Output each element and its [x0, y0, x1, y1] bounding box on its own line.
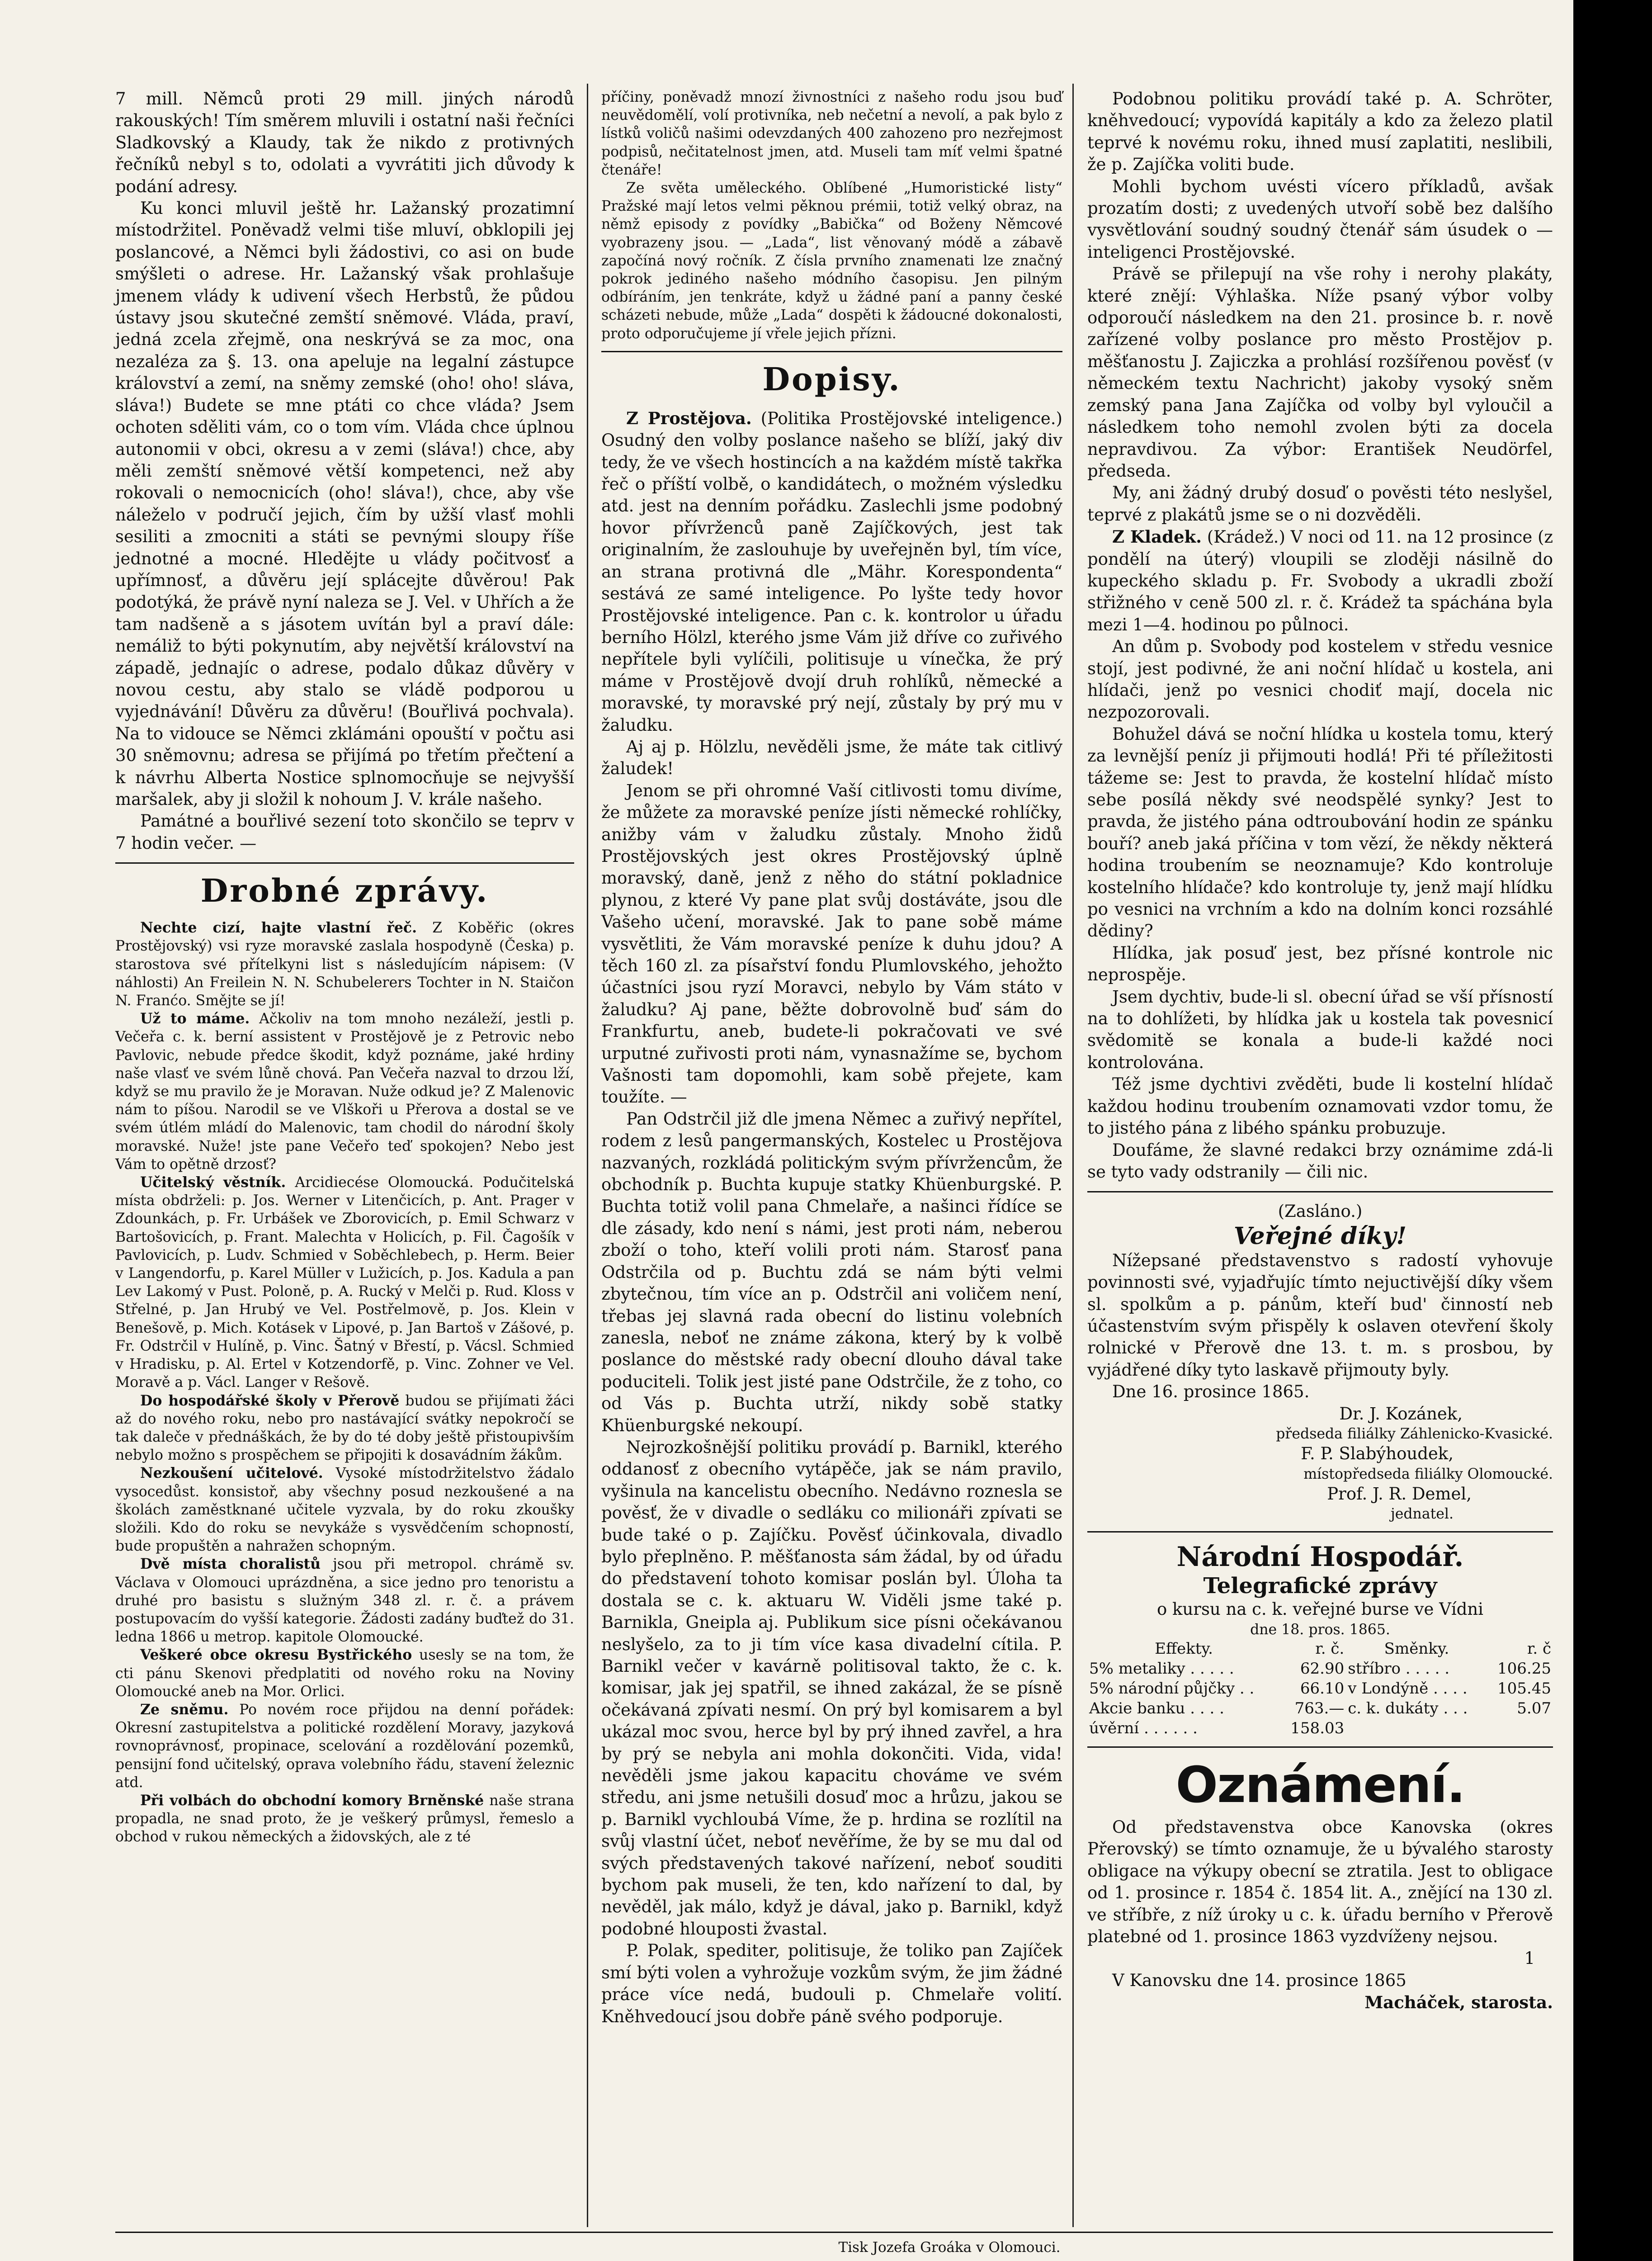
- cell: 62.90: [1300, 1660, 1345, 1678]
- letter-paragraph: Doufáme, že slavné redakci brzy oznámime zdá-li se tyto vady odstranily — čili nic.: [1087, 1140, 1553, 1182]
- letter-paragraph: Bohužel dává se noční hlídka u kostela tomu, který za levnější peníz ji přijmouti hodlá! Při té příležitosti tážeme se: Jest to pravda, že kostelní hlídač místo sebe posílá někdy své neodspělé synky? Jest to pravda, že jistého pána odtroubování hodin ze spánku bouří? aneb jaká příčina v tom vězí, že někdy některá hodina troubením se neoznamuje? Kdo kontroluje kostelního hlídače? kdo kontroluje ty, jenž mají hlídku po vesnici na vrchním a kdo na dolním konci rozsáhlé dědiny?: [1087, 724, 1553, 941]
- signer-name: Prof. J. R. Demel,: [1327, 1484, 1472, 1504]
- announcement-text: Od představenstva obce Kanovska (okres Přerovský) se tímto oznamuje, že u bývalého starosty obligace na výkupy obecní se ztratila. Jest to obligace od 1. prosince r. 1854 č. 1854 lit. A., znějící na 130 zl. ve stříbře, z níž úroky u c. k. úřadu berního v Přerově platebné od 1. prosince 1863 vyzdvíženy nejsou.: [1087, 1817, 1553, 1947]
- news-text: jsou při metropol. chrámě sv. Václava v Olomouci uprázdněna, a sice jedno pro tenoristu a druhé pro basistu s služným 348 zl. r. č. a právem postupovacím do vyšší kategorie. Žádosti zadány buďtež do 31. ledna 1866 u metrop. kapitole Olomoucké.: [115, 1556, 574, 1646]
- paragraph: Ku konci mluvil ještě hr. Lažanský prozatimní místodržitel. Poněvadž velmi tiše mluví, obklopili jej poslancové, a Němci byli žádostivi, co asi on bude smýšleti o adrese. Hr. Lažanský však prohlašuje jmenem vlády k udivení všech Herbstů, že půdou ústavy jsou skutečné zemští sněmové. Vláda, praví, jedná zcela zřejmě, ona neskrývá se za moc, ona nezaléza za §. 13. ona apeluje na legalní zástupce království a zemí, na sněmy zemské (oho! oho! sláva, sláva!) Budete se mne ptáti co chce vláda? Jsem ochoten sděliti vám, co o tom vím. Vláda chce úplnou autonomii v obci, okresu a v zemi (sláva!) chce, aby měli zemští sněmové větší kompetenci, než aby rokovali o nemocnicích (oho! sláva!), chce, aby vše náleželo v područí jejich, čím by užší vlasť mohli sesiliti a zmocniti a státi se pevnými sloupy říše jednotné a mocné. Hledějte u vlády počitvosť a upřímnosť, a důvěru její splácejte důvěrou! Pak podotýká, že právě nyní naleza se J. Vel. v Uhřích a že tam nadšeně a s jásotem uvítán byl a praví dále: nemáliž to býti pokynutím, aby největší království na západě, jednajíc o adrese, podalo důkaz důvěry v novou cestu, aby stalo se vládě podporou u vyjednávání! Důvěru za důvěru! (Bouřlivá pochvala). Na to vidouce se Němci zklámáni opouští v počtu asi 30 sněmovnu; adresa se přijímá po třetím přečtení a k návrhu Alberta Nostice splnomocňuje se nejvyšší maršalek, aby ji složil k nohoum J. V. krále našeho.: [115, 199, 574, 809]
- news-text: Z Koběřic (okres Prostějovský) vsi ryze moravské zaslala hospodyně (Česka) p. starostova své přítelkyni list s následujícím nápisem: (V náhlosti) An Freilein N. N. Schubelerers Tochter in N. Staičon N. Franćo. Smějte se jí!: [115, 920, 574, 1009]
- letter-paragraph: Též jsme dychtivi zvěděti, bude li kostelní hlídač každou hodinu troubením oznamovati vzdor tomu, že to jistého pána z libého spánku probuzuje.: [1087, 1074, 1553, 1138]
- news-text: Vysoké místodržitelstvo žádalo vysocedůst. konsistoř, aby všechny posud nezkoušené a na školách zaměstknané učitele vyzvala, by do roku zkoušky složili. Kdo do roku se nevykáže s vysvědčením schopností, bude propuštěn a nahražen schopným.: [115, 1465, 575, 1555]
- thanks-title: Veřejné díky!: [1233, 1222, 1407, 1250]
- section-divider: [115, 862, 574, 864]
- letter-text: (Krádež.) V noci od 11. na 12 prosince (z pondělí na úterý) vloupili se zloději násilně do kupeckého skladu p. Fr. Svobody a ukradli zboží střižného v ceně 500 zl. r. č. Krádež ta spáchána byla mezi 1—4. hodinou po půlnoci.: [1087, 527, 1553, 634]
- thanks-text: Nížepsané představenstvo s radostí vyhovuje povinnosti své, vyjadřujíc tímto nejuctivější díky všem sl. spolkům a p. pánům, kteří bud' činností neb účastenstvím svým přispěly k oslaven otevření školy rolnické v Přerově dne 13. t. m. s prosbou, by vyjádřené díky tyto laskavě přijmouty byly.: [1087, 1250, 1553, 1380]
- letter-headline: Z Prostějova.: [626, 408, 752, 428]
- cell: 158.03: [1290, 1719, 1345, 1737]
- economy-date: dne 18. pros. 1865.: [1250, 1621, 1390, 1638]
- news-headline: Veškeré obce okresu Bystřického: [140, 1646, 412, 1664]
- cell: 105.45: [1497, 1679, 1551, 1698]
- column-3: [1087, 88, 1553, 2014]
- paragraph: Mohli bychom uvésti vícero příkladů, avšak prozatím dosti; z uvedených utvoří sobě bez dalšího vysvětlování soudný soudný čtenář sám úsudek o — inteligenci Prostějovské.: [1087, 176, 1553, 262]
- paragraph: Podobnou politiku provádí také p. A. Schröter, kněhvedoucí; vypovídá kapitály a kdo za železo platil teprvé k novému roku, ihned musí zaplatiti, neslibili, že p. Zajíčka voliti bude.: [1087, 89, 1553, 175]
- letter-text: (Politika Prostějovské inteligence.) Osudný den volby poslance našeho se blíží, jaký div tedy, že ve všech hostincích a na každém místě takřka řeč o příští volbě, o kandidátech, o možném výsledku atd. jest na denním pořádku. Zaslechli jsme podobný hovor přívrženců paně Zajíčkových, jest tak originalním, že zaslouhuje by uveřejněn byl, tím více, an strana protivná dle „Mähr. Korespondenta“ sestává ze samé inteligence. Po lyšte tedy hovor Prostějovské inteligence. Pan c. k. kontrolor u úřadu berního Hölzl, kterého jsme Vám již dříve co zuřivého nepřítele byli vylíčili, politisuje u vínečka, že prý máme v Prostějově dvojí druh rohlíků, německé a moravské, ty moravské prý nejí, zůstaly by prý mu v žaludku.: [601, 408, 1062, 735]
- news-headline: Už to máme.: [140, 1010, 250, 1027]
- cell: stříbro . . . . .: [1348, 1660, 1450, 1678]
- section-divider: [1087, 1191, 1553, 1192]
- letter-paragraph: P. Polak, spediter, politisuje, že toliko pan Zajíček smí býti volen a vyhrožuje vozkům svým, že jim žádné práce více nedá, budouli p. Chmelaře volití. Kněhvedoucí jsou dobře páně svého podporuje.: [601, 1941, 1062, 2026]
- column-header: Effekty.: [1155, 1640, 1213, 1658]
- news-item: [115, 1792, 574, 1846]
- column-header: r. č.: [1315, 1640, 1345, 1658]
- news-item: [115, 1173, 574, 1391]
- news-headline: Nechte cizí, hajte vlastní řeč.: [140, 919, 417, 937]
- cell: c. k. dukáty . . .: [1348, 1699, 1468, 1717]
- economy-section: [1087, 1541, 1553, 1738]
- letter-paragraph: An dům p. Svobody pod kostelem v středu vesnice stojí, jest podivné, že ani noční hlídač u kostela, ani hlídači, jenž po vesnici chodiť mají, docela nic nezpozorovali.: [1087, 637, 1553, 722]
- announcement-mark: 1: [1524, 1949, 1535, 1968]
- announcement-title: Oznámení.: [1175, 1756, 1465, 1814]
- cell: Akcie banku . . . .: [1089, 1699, 1224, 1717]
- paragraph: 7 mill. Němců proti 29 mill. jiných národů rakouských! Tím směrem mluvili i ostatní naši řečníci Sladkovský a Klaudy, tak že nikdo z protivných řečníků nebyl s to, odolati a vyvrátiti jich důvody k podání adresy.: [115, 89, 574, 196]
- economy-line: o kursu na c. k. veřejné burse ve Vídni: [1156, 1599, 1484, 1619]
- paragraph: Památné a bouřlivé sezení toto skončilo se teprv v 7 hodin večer. —: [115, 811, 574, 853]
- signer-role: jednatel.: [1390, 1506, 1454, 1523]
- table-row: [1087, 1679, 1553, 1698]
- column-2: [601, 88, 1062, 2028]
- cell: 5.07: [1517, 1699, 1551, 1717]
- news-text: Po novém roce přijdou na denní pořádek: Okresní zastupitelstva a politické rozdělení Moravy, jazyková rovnoprávnosť, propinace, scelování a rozdělování pozemků, pensijní fond učitelský, oprava volebního řádu, stavení železnic atd.: [115, 1701, 574, 1791]
- thanks-label: (Zasláno.): [1278, 1201, 1363, 1221]
- section-divider: [1087, 1746, 1553, 1748]
- paragraph: Právě se přilepují na vše rohy i nerohy plakáty, které znějí: Výhlaška. Níže psaný výbor volby odporoučí následkem na den 21. prosince b. r. nově zařízené volby poslance pro město Prostějov p. měšťanostu J. Zajiczka a prohlásí rozšířenou pověsť (v německém textu Nachricht) jakoby vysoký sněm zemský pana Jana Zajíčka od volby byl vyloučil a následkem toho nemohl zvolen býti za docela nepravdivou. Za výbor: Erantišek Neudörfel, předseda.: [1087, 264, 1553, 481]
- column-divider: [587, 84, 588, 2227]
- cell: [1487, 1718, 1553, 1738]
- news-text: budou se přijímati žáci až do nového roku, nebo pro nastávající svátky nepokročí se tak daleče v přednáškách, že by do té doby ještě přistoupivším nebylo možno s prospěchem se připojiti k dosavádním žákům.: [115, 1392, 574, 1464]
- news-text: usesly se na tom, že cti pánu Skenovi předplatiti od nového roku na Noviny Olomoucké aneb na Mor. Orlici.: [115, 1647, 575, 1700]
- cell: 106.25: [1497, 1660, 1551, 1678]
- signer-name: Dr. J. Kozánek,: [1339, 1404, 1463, 1424]
- rates-table: [1087, 1639, 1553, 1738]
- section-title: Dopisy.: [762, 360, 902, 398]
- section-divider: [601, 351, 1062, 352]
- table-row: [1087, 1659, 1553, 1679]
- column-header: Směnky.: [1384, 1640, 1449, 1658]
- table-row: [1087, 1698, 1553, 1718]
- column-1: [115, 88, 574, 1846]
- news-text: Arcidiecése Olomoucká. Podučitelská místa obdrželi: p. Jos. Werner v Litenčicích, p. Ant. Prager v Zdounkách, p. Fr. Urbášek ve Zborovicích, p. Emil Schwarz v Bartošovicích, p. Frant. Malechta v Holicích, p. Fil. Čagošík v Pavlovicích, p. Ludv. Schmied v Soběchlebech, p. Herm. Beier v Langendorfu, p. Karel Müller v Lužicích, p. Jos. Kadula a pan Lev Lakomý v Pust. Poloně, p. A. Rucký v Melči p. Rud. Kloss v Střelné, p. Jan Hrubý ve Vel. Postřelmově, p. Jos. Klein v Benešově, p. Mich. Kotásek v Lipové, p. Jan Bartoš v Zášové, p. Fr. Odstrčil v Hulíně, p. Vinc. Šatný v Břestí, p. Vácsl. Schmied v Hradisku, p. Al. Ertel v Kotzendorfě, p. Vinc. Zohner ve Vel. Moravě a p. Václ. Langer v Rešově.: [115, 1174, 574, 1391]
- letter-paragraph: Jenom se při ohromné Vaší citlivosti tomu divíme, že můžete za moravské peníze jísti německé rohlíčky, anižby vám v žaludku zůstaly. Mnoho židů Prostějovských jest okres Prostějovský úplně moravský, daně, jenž z něho do státní pokladnice plynou, z které Vy pane plat svůj dostáváte, jsou dle Vašeho učení, moravské. Jak to pane sobě máme vysvětliti, že Vám moravské peníze k duhu jdou? A těch 160 zl. za písařství fondu Plumlovského, jehožto účastníci jsou ryzí Moravci, nebylo by Vám státo v žaludku? Aj pane, běžte dobrovolně buď sám do Frankfurtu, aneb, budete-li pokračovati ve své urputné zuřivosti proti nám, vynasnažíme se, bychom Vašnosti tam dopomohli, kam sobě přejete, kam toužíte. —: [601, 780, 1062, 1107]
- announcement: [1087, 1758, 1553, 2014]
- table-row: [1087, 1718, 1553, 1738]
- signer-role: předseda filiálky Záhlenicko-Kvasické.: [1276, 1425, 1553, 1442]
- economy-title: Národní Hospodář.: [1176, 1541, 1464, 1573]
- news-item: [115, 1392, 574, 1465]
- news-item: [115, 1010, 574, 1173]
- paragraph: My, ani žádný drubý dosuď o pověsti této neslyšel, teprvé z plakátů jsme se o ni dozvěděli.: [1087, 483, 1553, 525]
- signer-name: F. P. Slabýhoudek,: [1301, 1444, 1454, 1464]
- column-header: r. č: [1527, 1640, 1551, 1658]
- news-headline: Učitelský věstník.: [140, 1174, 286, 1191]
- letter-paragraph: Jsem dychtiv, bude-li sl. obecní úřad se vší přísností na to dohlížeti, by hlídka jak u kostela tak povesnicí svědomitě se konala a bude-li každé noci kontrolována.: [1087, 987, 1553, 1072]
- section-title: Drobné zprávy.: [200, 872, 489, 910]
- cell: 66.10: [1300, 1679, 1345, 1698]
- letter-paragraph: [601, 407, 1062, 736]
- cell: v Londýně . . . .: [1348, 1679, 1468, 1698]
- news-headline: Nezkoušení učitelové.: [140, 1465, 323, 1482]
- scan-border: [1573, 0, 1652, 2261]
- news-headline: Při volbách do obchodní komory Brněnské: [140, 1792, 484, 1809]
- column-divider: [1072, 84, 1074, 2227]
- cell: úvěrní . . . . . .: [1089, 1719, 1198, 1737]
- letter-paragraph: [1087, 526, 1553, 636]
- bottom-rule: [115, 2232, 1553, 2233]
- news-list: [115, 919, 574, 1846]
- thanks-date: Dne 16. prosince 1865.: [1112, 1382, 1310, 1402]
- cell: 5% národní půjčky . .: [1089, 1679, 1255, 1698]
- economy-subtitle: Telegrafické zprávy: [1203, 1573, 1437, 1599]
- cell: 5% metaliky . . . . .: [1089, 1660, 1234, 1678]
- thanks-notice: [1087, 1201, 1553, 1523]
- section-divider: [1087, 1531, 1553, 1533]
- news-text: Ačkoliv na tom mnoho nezáleží, jestli p. Večeřa c. k. berní assistent v Prostějově je z Petrovic nebo Pavlovic, nebude předce škodit, když poznáme, jaké hrdiny naše vlasť ve svém lůně chová. Pan Večeřa nazval to drzou lží, když se mu pravilo že je Moravan. Nuže odkud je? Z Malenovic nám to píšou. Narodil se ve Vlškoři u Přerova a dostal se ve svém útlém mládí do Malenovic, tam chodil do národní školy moravské. Nuže! jste pane Večeřo teď spokojen? Nebo jest Vám to opětně drzosť?: [115, 1011, 574, 1173]
- art-news: [601, 88, 1062, 343]
- cell: 763.—: [1294, 1699, 1345, 1717]
- news-headline: Dvě místa choralistů: [140, 1556, 321, 1573]
- news-item: [115, 1464, 574, 1555]
- signer-role: místopředseda filiálky Olomoucké.: [1303, 1466, 1553, 1482]
- news-item: [115, 1555, 574, 1646]
- paragraph: Ze světa uměleckého. Oblíbené „Humoristické listy“ Pražské mají letos velmi pěknou prémii, totiž velký obraz, na němž episody z povídky „Babička“ od Boženy Němcové vyobrazeny jsou. — „Lada“, list věnovaný módě a zábavě započíná nový ročník. Z čísla prvního znamenati lze značný pokrok jediného našeho módního časopisu. Jen pilným odbíráním, jen tenkráte, když u žádné paní a panny české scházeti nebude, může „Lada“ dospěti k žádoucné dokonalosti, proto odporučujeme jí vřele jejich přízni.: [601, 180, 1062, 342]
- news-text: naše strana propadla, ne snad proto, že je veškerý průmysl, řemeslo a obchod v rukou německých a židovských, ale z té: [115, 1792, 574, 1845]
- letter-paragraph: Hlídka, jak posuď jest, bez přísné kontrole nic neprospěje.: [1087, 943, 1553, 985]
- letter-paragraph: Aj aj p. Hölzlu, nevěděli jsme, že máte tak citlivý žaludek!: [601, 737, 1062, 779]
- announcement-place-date: V Kanovsku dne 14. prosince 1865: [1112, 1970, 1407, 1990]
- news-headline: Ze sněmu.: [140, 1701, 229, 1718]
- news-item: [115, 1701, 574, 1792]
- table-header: [1087, 1639, 1553, 1659]
- news-item: [115, 1646, 574, 1701]
- letter-headline: Z Kladek.: [1112, 527, 1202, 547]
- news-headline: Do hospodářské školy v Přerově: [140, 1392, 400, 1409]
- letter-paragraph: Nejrozkošnější politiku provádí p. Barnikl, kterého oddanosť z obecního vytápěče, jak se nám pravilo, vyšinula na kancelistu obecního. Nedávno roznesla se pověsť, že v divadle o sedláku co milionáři zpívati se bude také o p. Zajíčku. Pověsť účinkovala, divadlo bylo přeplněno. P. měšťanosta sám žádal, by od úřadu do představení tohoto komisar poslán byl. Úloha ta dostala se c. k. aktuaru W. Viděli jsme také p. Barnikla, Gneipla aj. Publikum sice písni očekávanou neslyšelo, za to ji tím více kasa divadelní cítila. P. Barnikl večer v kavárně politisoval takto, že c. k. komisar, jak jej spatřil, se ihned zakázal, že se písně očekávaná zpívati nesmí. On prý byl komisarem a byl ukázal moc svou, herce byl by prý ihned zavřel, a hra by prý se nebyla ani mohla dokončiti. Vida, vida! nevěděli jsme jakou kapacitu chováme ve svém středu, ani jsme netušili dosuď moc a hrůzu, jakou se p. Barnikl vychloubá Víme, že p. hrdina se rozlítil na svůj vlastní účet, neboť nevěříme, že by se mu dal od svých představených takové nařízení, neboť souditi bychom pak museli, že ten, kdo nařízení to dal, by nevěděl, jak málo, když je dával, jako p. Barnikl, když podobné hlouposti žvastal.: [601, 1437, 1062, 1939]
- news-item: [115, 919, 574, 1010]
- cell: [1346, 1718, 1487, 1738]
- announcement-signer: Macháček, starosta.: [1364, 1992, 1553, 2013]
- paragraph: příčiny, poněvadž mnozí živnostníci z našeho rodu jsou buď neuvědomělí, volí protivníka, neb nečetní a nevolí, a pak bylo z lístků voličů našimi odevzdaných 400 zahozeno pro nezřejmost podpisů, nečitatelnost jmen, atd. Museli tam míť velmi špatné čtenáře!: [601, 89, 1062, 178]
- letter-paragraph: Pan Odstrčil již dle jmena Němec a zuřivý nepřítel, rodem z lesů pangermanských, Kostelec u Prostějova nazvaných, rozkládá politickým svým přívržencům, že obchodník p. Buchta kupuje statky Khüenburgské. P. Buchta totiž volil pana Chmelaře, a našinci řídíce se dle zásady, kdo není s námi, jest proti nám, neberou zboží o toho, kteří volili proti nám. Starosť pana Odstrčila od p. Buchtu zdá se nám býti velmi zbytečnou, tím více an p. Odstrčil ani voličem není, třebas jej slavná rada obecní do listinu volebních zanesla, neboť ne známe zákona, který by k volbě poslance do městské rady obecní dlouho dával take poduciteli. Tolik jest jisté pane Odstrčile, že z toho, co od Vás p. Buchta utrží, nikdy sobě statky Khüenburgské nekoupí.: [601, 1109, 1062, 1435]
- printer-imprint: Tisk Jozefa Groáka v Olomouci.: [838, 2239, 1061, 2256]
